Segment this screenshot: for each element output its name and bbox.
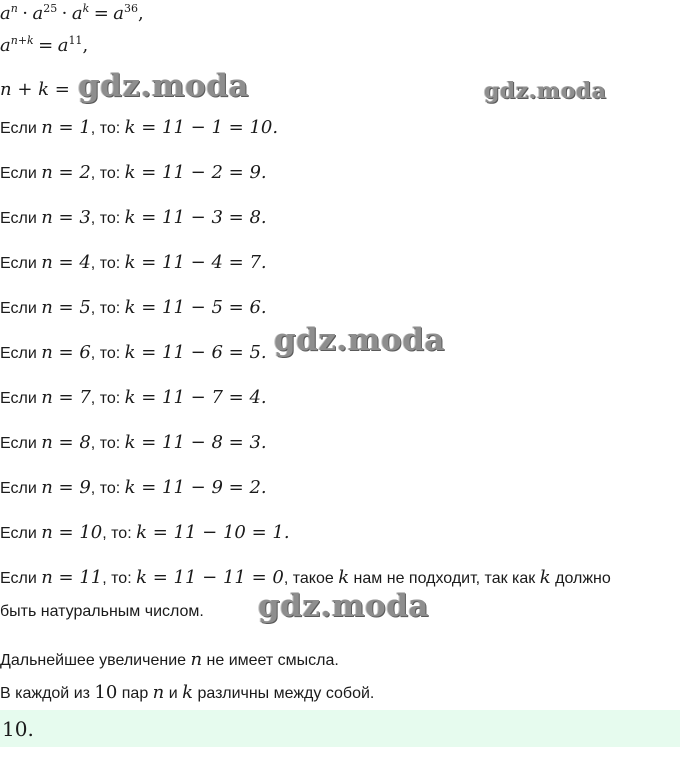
equals-sign: = [93,3,109,24]
case-row: Если n = 7, то: k = 11 − 7 = 4. [0,387,267,408]
k-equation: k = 11 − 2 = 9. [124,162,267,183]
n-value: n = 4 [41,252,91,273]
exp-n-plus-k: n+k [10,33,34,47]
var-n: n [152,682,165,703]
var-k: k [539,567,551,588]
exp-11: 11 [68,33,83,47]
equation-2 [0,33,89,57]
case-row: Если n = 9, то: k = 11 − 9 = 2. [0,477,267,498]
watermark-logo: gdz.moda [78,68,249,104]
case-row: Если n = 1, то: k = 11 − 1 = 10. [0,117,279,138]
var-a: a [32,3,44,24]
n-value: n = 6 [41,342,91,363]
n-value: n = 8 [41,432,91,453]
k-equation: k = 11 − 3 = 8. [124,207,267,228]
n-value: n = 3 [41,207,91,228]
n-value: n = 9 [41,477,91,498]
watermark-logo: gdz.moda [258,588,429,624]
exp-n: n [10,1,18,15]
equals-sign: = [38,35,54,56]
case-row: Если n = 5, то: k = 11 − 5 = 6. [0,297,267,318]
var-a: a [71,3,83,24]
n-value: n = 7 [41,387,91,408]
dot-sign: · [22,3,29,24]
k-equation: k = 11 − 9 = 2. [124,477,267,498]
equation-1 [0,1,144,25]
k-equation: k = 11 − 8 = 3. [124,432,267,453]
k-equation: k = 11 − 5 = 6. [124,297,267,318]
var-k: k [182,682,194,703]
watermark-logo: gdz.moda [274,322,445,358]
k-equation: k = 11 − 10 = 1. [136,522,290,543]
case-row: Если n = 2, то: k = 11 − 2 = 9. [0,162,267,183]
comma: , [137,3,144,24]
answer-value: 10. [2,717,34,741]
n-value: n = 1 [41,117,91,138]
exp-k: k [82,1,90,15]
n-value: n = 5 [41,297,91,318]
case-row-11: Если n = 11, то: k = 11 − 11 = 0, такое k нам не подходит, так как k должно [0,567,611,588]
var-a: a [57,35,69,56]
k-equation: k = 11 − 4 = 7. [124,252,267,273]
pairs-statement: В каждой из 10 пар n и k различны между собой. [0,682,375,703]
var-n: n [190,649,203,670]
n-value: n = 2 [41,162,91,183]
case-row: Если n = 8, то: k = 11 − 8 = 3. [0,432,267,453]
case-row-11-continuation: быть натуральным числом. [0,603,204,620]
case-row: Если n = 6, то: k = 11 − 6 = 5. [0,342,267,363]
watermark-logo: gdz.moda [484,78,607,104]
n-value: n = 11 [41,567,103,588]
k-equation: k = 11 − 7 = 4. [124,387,267,408]
var-a: a [0,35,11,56]
case-row: Если n = 3, то: k = 11 − 3 = 8. [0,207,267,228]
exp-25: 25 [43,1,58,15]
var-a: a [0,3,11,24]
var-a: a [113,3,124,24]
exp-36: 36 [123,1,138,15]
comma: , [82,35,89,56]
pairs-count: 10 [94,682,118,703]
k-equation: k = 11 − 6 = 5. [124,342,267,363]
dot-sign: · [61,3,68,24]
answer-box [0,710,680,747]
further-statement: Дальнейшее увеличение n не имеет смысла. [0,649,339,670]
var-k: k [338,567,350,588]
k-equation: k = 11 − 1 = 10. [124,117,279,138]
n-plus-k-equals: n + k = [0,79,70,100]
k-equation: k = 11 − 11 = 0 [136,567,284,588]
case-row: Если n = 10, то: k = 11 − 10 = 1. [0,522,290,543]
case-row: Если n = 4, то: k = 11 − 4 = 7. [0,252,267,273]
n-value: n = 10 [41,522,103,543]
equation-3 [0,80,70,101]
